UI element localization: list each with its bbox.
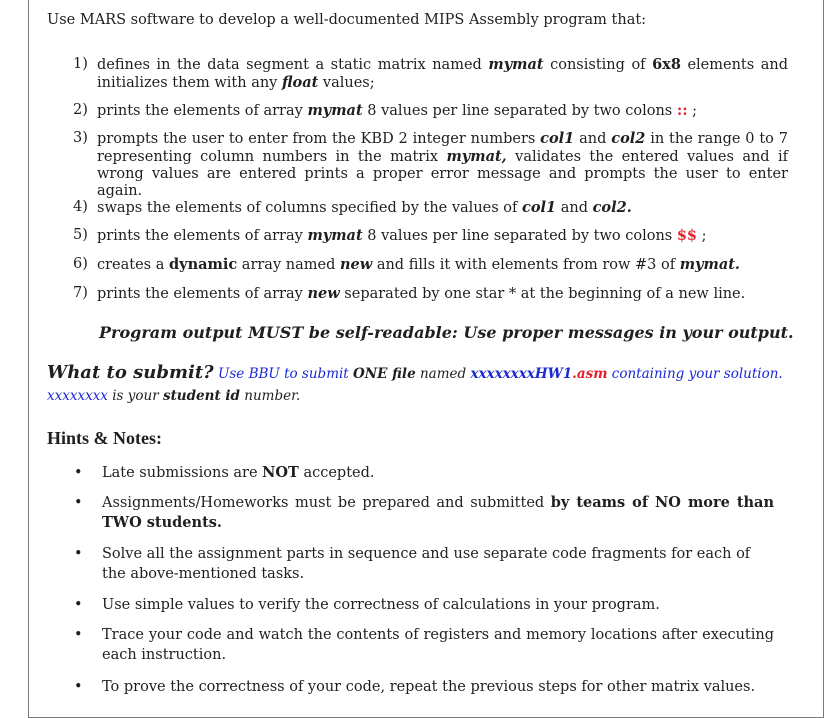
intro-text: Use MARS software to develop a well-documented MIPS Assembly program that: [47,12,647,28]
bullet-icon: • [74,465,83,481]
bullet-icon: • [74,627,83,643]
task-item: 7) prints the elements of array new separated by one star * at the beginning of a new line. [73,285,746,302]
hints-heading: Hints & Notes: [47,428,162,448]
task-item: 1) defines in the data segment a static matrix named mymat consisting of 6x8 elements and initializes them with any float values; [73,56,788,91]
task-item: 6) creates a dynamic array named new and fills it with elements from row #3 of mymat. [73,256,740,273]
task-item: 3) prompts the user to enter from the KBD 2 integer numbers col1 and col2 in the range 0 to 7 representing column numbers in the matrix mymat, validates the entered values and if wrong values are entered prints a proper error message and prompts the user to enter again. [73,130,788,199]
hint-item: • Late submissions are NOT accepted. [74,464,375,481]
task-item: 5) prints the elements of array mymat 8 values per line separated by two colons $$ ; [73,227,707,244]
hint-item: • To prove the correctness of your code, repeat the previous steps for other matrix values. [74,679,756,695]
hint-item: • Use simple values to verify the correctness of calculations in your program. [74,597,660,613]
task-item: 2) prints the elements of array mymat 8 values per line separated by two colons :: ; [73,102,698,119]
bullet-icon: • [74,597,83,613]
bullet-icon: • [74,495,83,511]
hint-item: • Solve all the assignment parts in sequence and use separate code fragments for each of the above-mentioned tasks. [74,546,751,582]
task-item: 4) swaps the elements of columns specified by the values of col1 and col2. [73,199,632,216]
document-page [28,0,824,718]
bullet-icon: • [74,679,83,695]
bullet-icon: • [74,546,83,562]
hint-item: • Trace your code and watch the contents of registers and memory locations after executing each instruction. [74,627,774,663]
submit-section: What to submit? Use BBU to submit ONE file named xxxxxxxxHW1.asm containing your solution. xxxxxxxx is your student id number. [47,362,783,404]
submit-heading: What to submit? [47,362,214,383]
self-readable-note: Program output MUST be self-readable: Use proper messages in your output. [99,323,794,342]
hint-item: • Assignments/Homeworks must be prepared and submitted by teams of NO more than TWO students. [74,494,774,531]
